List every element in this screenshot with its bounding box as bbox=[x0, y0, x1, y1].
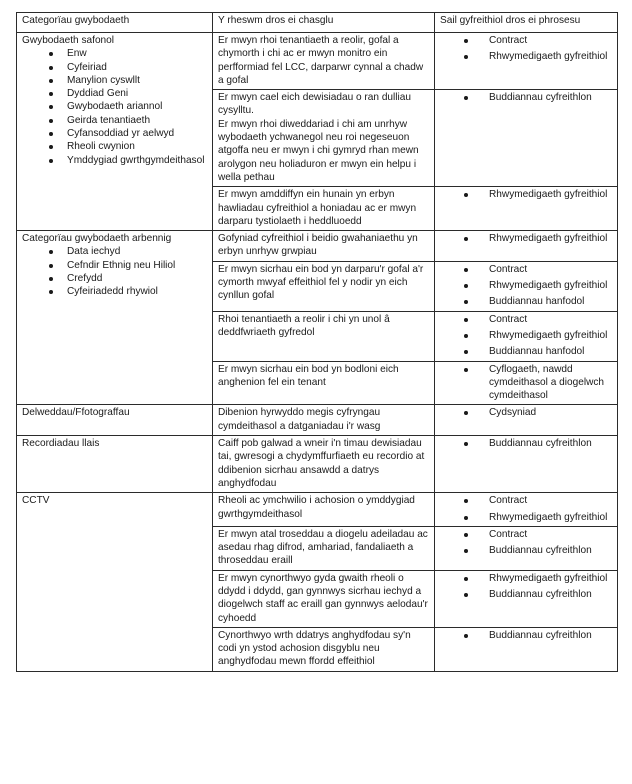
header-reason: Y rheswm dros ei chasglu bbox=[213, 13, 435, 33]
list-item bbox=[464, 91, 613, 104]
bullet-icon bbox=[464, 368, 468, 372]
legal-basis-cell bbox=[435, 231, 618, 262]
legal-basis-text: Buddiannau hanfodol bbox=[489, 296, 585, 308]
list-item bbox=[49, 87, 208, 100]
legal-basis-text: Rhwymedigaeth gyfreithiol bbox=[489, 233, 608, 245]
reason-text: Er mwyn cynorthwyo gyda gwaith rheoli o ddydd i ddydd, gan gynnwys sicrhau iechyd a diogelwch staff ac eraill gan gynnwys aelodau'r cyhoedd bbox=[218, 572, 428, 624]
list-item bbox=[49, 285, 208, 298]
bullet-icon bbox=[49, 105, 53, 109]
reason-text: Er mwyn amddiffyn ein hunain yn erbyn hawliadau cyfreithiol a honiadau ac er mwyn darparu tystiolaeth i heddluoedd bbox=[218, 189, 417, 227]
category-item-text: Cyfansoddiad yr aelwyd bbox=[67, 128, 175, 140]
list-item bbox=[464, 263, 613, 276]
legal-basis-cell bbox=[435, 311, 618, 361]
reason-cell bbox=[213, 627, 435, 671]
bullet-icon bbox=[49, 79, 53, 83]
table-body bbox=[17, 33, 618, 672]
reason-cell bbox=[213, 33, 435, 90]
category-item-text: Crefydd bbox=[67, 273, 103, 285]
legal-basis-text: Buddiannau cyfreithlon bbox=[489, 545, 592, 557]
bullet-icon bbox=[464, 411, 468, 415]
legal-basis-text: Buddiannau cyfreithlon bbox=[489, 629, 592, 641]
legal-basis-text: Buddiannau cyfreithlon bbox=[489, 92, 592, 104]
list-item bbox=[464, 544, 613, 557]
table-row bbox=[17, 436, 618, 493]
bullet-icon bbox=[49, 145, 53, 149]
list-item bbox=[464, 572, 613, 585]
legal-basis-text: Contract bbox=[489, 528, 528, 540]
reason-cell bbox=[213, 311, 435, 361]
bullet-icon bbox=[464, 499, 468, 503]
legal-basis-list bbox=[440, 91, 613, 104]
reason-cell bbox=[213, 187, 435, 231]
bullet-icon bbox=[464, 237, 468, 241]
bullet-icon bbox=[464, 284, 468, 288]
list-item bbox=[464, 232, 613, 245]
legal-basis-cell bbox=[435, 90, 618, 187]
bullet-icon bbox=[49, 250, 53, 254]
category-cell bbox=[17, 405, 213, 436]
bullet-icon bbox=[464, 350, 468, 354]
bullet-icon bbox=[464, 549, 468, 553]
list-item bbox=[464, 188, 613, 201]
reason-text: Er mwyn sicrhau ein bod yn darparu'r gofal a'r cymorth mwyaf effeithiol fel y nodir yn eich cynllun gofal bbox=[218, 263, 424, 302]
category-cell bbox=[17, 436, 213, 493]
reason-cell bbox=[213, 436, 435, 493]
list-item bbox=[49, 61, 208, 74]
lawful-basis-table bbox=[16, 12, 618, 672]
table-row bbox=[17, 493, 618, 527]
legal-basis-text: Rhwymedigaeth gyfreithiol bbox=[489, 572, 608, 584]
bullet-icon bbox=[49, 132, 53, 136]
bullet-icon bbox=[464, 318, 468, 322]
legal-basis-text: Contract bbox=[489, 495, 528, 507]
bullet-icon bbox=[464, 533, 468, 537]
bullet-icon bbox=[464, 300, 468, 304]
legal-basis-list bbox=[440, 437, 613, 450]
legal-basis-list bbox=[440, 188, 613, 201]
reason-cell bbox=[213, 405, 435, 436]
list-item bbox=[49, 140, 208, 153]
list-item bbox=[464, 406, 613, 419]
reason-text: Er mwyn rhoi tenantiaeth a reolir, gofal a chymorth i chi ac er mwyn monitro ein perfformiad fel LCC, darparwr cynnal a chadw a gofal bbox=[218, 35, 424, 86]
category-item-list bbox=[22, 47, 208, 167]
legal-basis-text: Rhwymedigaeth gyfreithiol bbox=[489, 329, 608, 341]
legal-basis-cell bbox=[435, 187, 618, 231]
list-item bbox=[49, 259, 208, 272]
legal-basis-text: Buddiannau cyfreithlon bbox=[489, 588, 592, 600]
bullet-icon bbox=[464, 634, 468, 638]
bullet-icon bbox=[49, 92, 53, 96]
category-cell bbox=[17, 231, 213, 405]
legal-basis-text: Rhwymedigaeth gyfreithiol bbox=[489, 511, 608, 523]
reason-cell bbox=[213, 493, 435, 527]
legal-basis-list bbox=[440, 363, 613, 403]
legal-basis-list bbox=[440, 572, 613, 602]
legal-basis-list bbox=[440, 528, 613, 558]
legal-basis-text: Contract bbox=[489, 263, 528, 275]
category-item-text: Rheoli cwynion bbox=[67, 141, 135, 153]
reason-text: Dibenion hyrwyddo megis cyfryngau cymdeithasol a datganiadau i'r wasg bbox=[218, 407, 381, 432]
bullet-icon bbox=[49, 52, 53, 56]
legal-basis-text: Cyflogaeth, nawdd cymdeithasol a diogelwch cymdeithasol bbox=[489, 363, 605, 402]
legal-basis-text: Cydsyniad bbox=[489, 407, 537, 419]
list-item bbox=[464, 329, 613, 342]
list-item bbox=[464, 511, 613, 524]
list-item bbox=[464, 528, 613, 541]
category-title: Categorïau gwybodaeth arbennig bbox=[22, 233, 172, 245]
category-title: Delweddau/Ffotograffau bbox=[22, 407, 130, 419]
list-item bbox=[49, 272, 208, 285]
list-item bbox=[49, 154, 208, 167]
list-item bbox=[464, 279, 613, 292]
reason-text: Er mwyn rhoi diweddariad i chi am unrhyw wybodaeth ychwanegol neu roi negeseuon atgoffa neu er mwyn i chi gymryd rhan mewn arolygon neu holiaduron er mwyn ein helpu i wella pethau bbox=[218, 118, 419, 183]
legal-basis-cell bbox=[435, 627, 618, 671]
list-item bbox=[464, 295, 613, 308]
category-item-text: Gwybodaeth ariannol bbox=[67, 101, 163, 113]
legal-basis-cell bbox=[435, 261, 618, 311]
list-item bbox=[49, 100, 208, 113]
list-item bbox=[49, 74, 208, 87]
list-item bbox=[49, 47, 208, 60]
header-category: Categorïau gwybodaeth bbox=[17, 13, 213, 33]
legal-basis-list bbox=[440, 406, 613, 419]
category-item-text: Cyfeiriadedd rhywiol bbox=[67, 286, 158, 298]
legal-basis-text: Rhwymedigaeth gyfreithiol bbox=[489, 51, 608, 63]
reason-cell bbox=[213, 526, 435, 570]
reason-text: Cynorthwyo wrth ddatrys anghydfodau sy'n codi yn ystod achosion disgyblu neu anghydfodau mewn ffordd effeithiol bbox=[218, 629, 411, 668]
header-row bbox=[17, 13, 618, 33]
legal-basis-list bbox=[440, 263, 613, 309]
list-item bbox=[464, 363, 613, 403]
list-item bbox=[464, 494, 613, 507]
legal-basis-text: Buddiannau cyfreithlon bbox=[489, 438, 592, 450]
category-cell bbox=[17, 493, 213, 672]
bullet-icon bbox=[464, 55, 468, 59]
bullet-icon bbox=[464, 96, 468, 100]
category-item-text: Cefndir Ethnig neu Hiliol bbox=[67, 259, 176, 271]
legal-basis-cell bbox=[435, 361, 618, 405]
reason-text: Er mwyn atal troseddau a diogelu adeiladau ac asedau rhag difrod, amhariad, fandaliaeth a throseddau eraill bbox=[218, 528, 428, 567]
list-item bbox=[49, 245, 208, 258]
category-cell bbox=[17, 33, 213, 231]
list-item bbox=[464, 50, 613, 63]
reason-text: Gofyniad cyfreithiol i beidio gwahaniaethu yn erbyn unrhyw grwpiau bbox=[218, 233, 418, 258]
reason-cell bbox=[213, 261, 435, 311]
table-row bbox=[17, 405, 618, 436]
bullet-icon bbox=[49, 66, 53, 70]
table-row bbox=[17, 231, 618, 262]
legal-basis-text: Buddiannau hanfodol bbox=[489, 346, 585, 358]
bullet-icon bbox=[49, 264, 53, 268]
legal-basis-list bbox=[440, 232, 613, 245]
list-item bbox=[464, 588, 613, 601]
bullet-icon bbox=[49, 277, 53, 281]
reason-text: Er mwyn cael eich dewisiadau o ran dulliau cysylltu. bbox=[218, 92, 412, 117]
list-item bbox=[49, 114, 208, 127]
reason-text: Er mwyn sicrhau ein bod yn bodloni eich anghenion fel ein tenant bbox=[218, 363, 399, 388]
bullet-icon bbox=[464, 516, 468, 520]
bullet-icon bbox=[464, 442, 468, 446]
legal-basis-text: Contract bbox=[489, 35, 528, 46]
category-item-text: Ymddygiad gwrthgymdeithasol bbox=[67, 154, 205, 166]
legal-basis-list bbox=[440, 313, 613, 359]
list-item bbox=[464, 437, 613, 450]
legal-basis-list bbox=[440, 494, 613, 524]
legal-basis-text: Contract bbox=[489, 313, 528, 325]
legal-basis-cell bbox=[435, 436, 618, 493]
list-item bbox=[464, 345, 613, 358]
bullet-icon bbox=[464, 334, 468, 338]
list-item bbox=[49, 127, 208, 140]
bullet-icon bbox=[464, 268, 468, 272]
category-item-text: Dyddiad Geni bbox=[67, 88, 129, 100]
bullet-icon bbox=[464, 39, 468, 43]
legal-basis-text: Rhwymedigaeth gyfreithiol bbox=[489, 280, 608, 292]
legal-basis-list bbox=[440, 34, 613, 64]
reason-text: Caiff pob galwad a wneir i'n timau dewisiadau tai, gwresogi a chydymffurfiaeth eu recordio at ddibenion sicrhau ansawdd a datrys anghydfodau bbox=[218, 438, 425, 489]
legal-basis-list bbox=[440, 629, 613, 642]
bullet-icon bbox=[464, 593, 468, 597]
legal-basis-cell bbox=[435, 570, 618, 627]
table-row bbox=[17, 33, 618, 90]
legal-basis-cell bbox=[435, 526, 618, 570]
list-item bbox=[464, 629, 613, 642]
category-item-list bbox=[22, 245, 208, 298]
list-item bbox=[464, 34, 613, 47]
reason-cell bbox=[213, 90, 435, 187]
legal-basis-cell bbox=[435, 405, 618, 436]
category-item-text: Data iechyd bbox=[67, 246, 121, 258]
category-item-text: Cyfeiriad bbox=[67, 61, 107, 73]
header-legal-basis: Sail gyfreithiol dros ei phrosesu bbox=[435, 13, 618, 33]
legal-basis-cell bbox=[435, 493, 618, 527]
reason-cell bbox=[213, 231, 435, 262]
reason-text: Rhoi tenantiaeth a reolir i chi yn unol â deddfwriaeth gyfredol bbox=[218, 313, 390, 338]
bullet-icon bbox=[49, 159, 53, 163]
category-item-text: Enw bbox=[67, 48, 87, 60]
bullet-icon bbox=[49, 119, 53, 123]
category-title: Gwybodaeth safonol bbox=[22, 35, 115, 46]
reason-cell bbox=[213, 361, 435, 405]
category-item-text: Geirda tenantiaeth bbox=[67, 114, 151, 126]
category-title: CCTV bbox=[22, 495, 50, 507]
list-item bbox=[464, 313, 613, 326]
legal-basis-text: Rhwymedigaeth gyfreithiol bbox=[489, 189, 608, 201]
reason-cell bbox=[213, 570, 435, 627]
category-item-text: Manylion cyswllt bbox=[67, 74, 140, 86]
category-title: Recordiadau llais bbox=[22, 438, 100, 450]
bullet-icon bbox=[49, 290, 53, 294]
bullet-icon bbox=[464, 577, 468, 581]
bullet-icon bbox=[464, 193, 468, 197]
legal-basis-cell bbox=[435, 33, 618, 90]
reason-text: Rheoli ac ymchwilio i achosion o ymddygiad gwrthgymdeithasol bbox=[218, 495, 415, 520]
